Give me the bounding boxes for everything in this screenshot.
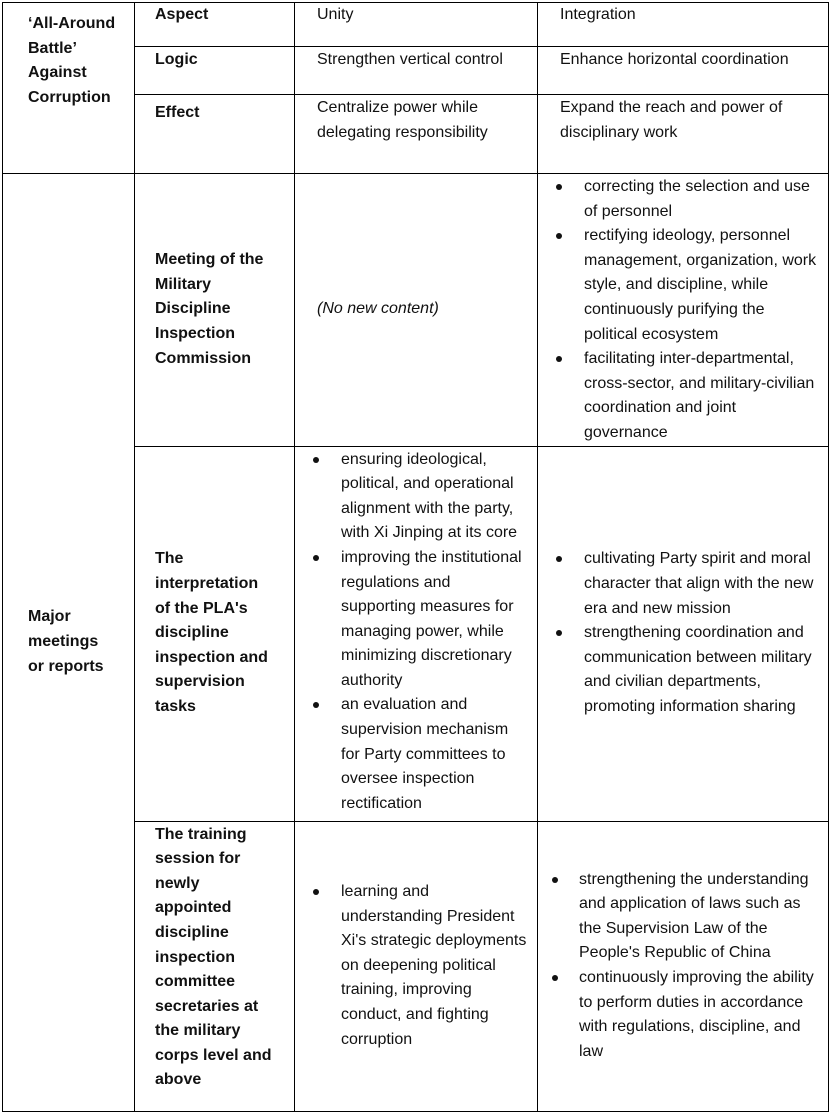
cell-effect-unity xyxy=(295,95,538,174)
comparison-table xyxy=(2,2,829,1112)
list-item: rectifying ideology, personnel management, organization, work style, and discipline, while continuously purifying the political ecosystem xyxy=(538,224,828,347)
aspect-label: Aspect xyxy=(155,6,209,23)
column-header-integration xyxy=(538,3,829,47)
cell-integration xyxy=(538,446,829,821)
cell-unity xyxy=(295,446,538,821)
cell-logic-integration xyxy=(538,47,829,95)
cell-unity xyxy=(295,174,538,447)
bullet-list xyxy=(295,880,537,1052)
bullet-list xyxy=(538,868,828,1065)
row-label-text: The interpretation of the PLA's discipline inspection and supervision tasks xyxy=(155,550,268,716)
list-item: correcting the selection and use of personnel xyxy=(538,175,828,224)
row-label-text: The training session for newly appointed discipline inspection committee secretaries at the military corps level and above xyxy=(155,825,272,1089)
integration-header-text: Integration xyxy=(560,6,636,23)
cell-integration xyxy=(538,821,829,1111)
table-row-aspect xyxy=(3,3,829,47)
table-row xyxy=(3,174,829,447)
effect-integration-text: Expand the reach and power of disciplinary work xyxy=(560,99,783,141)
unity-header-text: Unity xyxy=(317,6,354,23)
list-item: continuously improving the ability to perform duties in accordance with regulations, discipline, and law xyxy=(538,966,828,1064)
list-item: strengthening the understanding and application of laws such as the Supervision Law of the People's Republic of China xyxy=(538,868,828,966)
list-item: strengthening coordination and communication between military and civilian departments, promoting information sharing xyxy=(538,621,828,719)
list-item: learning and understanding President Xi's strategic deployments on deepening political training, improving conduct, and fighting corruption xyxy=(295,880,537,1052)
effect-label: Effect xyxy=(155,104,200,121)
group-label-major-meetings xyxy=(3,174,135,1112)
group-label-text: ‘All-Around Battle’ Against Corruption xyxy=(28,15,116,106)
row-header-aspect xyxy=(135,3,295,47)
column-header-unity xyxy=(295,3,538,47)
list-item: cultivating Party spirit and moral character that align with the new era and new mission xyxy=(538,547,828,621)
row-label-text: Meeting of the Military Discipline Inspection Commission xyxy=(155,251,264,367)
cell-integration xyxy=(538,174,829,447)
row-header-effect xyxy=(135,95,295,174)
list-item: improving the institutional regulations and supporting measures for managing power, while minimizing discretionary authority xyxy=(295,546,537,694)
cell-effect-integration xyxy=(538,95,829,174)
list-item: facilitating inter-departmental, cross-sector, and military-civilian coordination and joint governance xyxy=(538,347,828,445)
logic-integration-text: Enhance horizontal coordination xyxy=(560,51,789,68)
bullet-list xyxy=(538,175,828,446)
row-label xyxy=(135,821,295,1111)
row-label xyxy=(135,446,295,821)
bullet-list xyxy=(295,448,537,817)
cell-logic-unity xyxy=(295,47,538,95)
list-item: ensuring ideological, political, and operational alignment with the party, with Xi Jinping at its core xyxy=(295,448,537,546)
bullet-list xyxy=(538,547,828,719)
cell-unity xyxy=(295,821,538,1111)
logic-unity-text: Strengthen vertical control xyxy=(317,51,503,68)
group-label-all-around-battle xyxy=(3,3,135,174)
list-item: an evaluation and supervision mechanism for Party committees to oversee inspection rectification xyxy=(295,693,537,816)
row-label xyxy=(135,174,295,447)
no-new-content-note: (No new content) xyxy=(317,300,439,318)
row-header-logic xyxy=(135,47,295,95)
logic-label: Logic xyxy=(155,51,198,68)
group-label-text: Major meetings or reports xyxy=(28,608,104,675)
effect-unity-text: Centralize power while delegating responsibility xyxy=(317,99,488,141)
